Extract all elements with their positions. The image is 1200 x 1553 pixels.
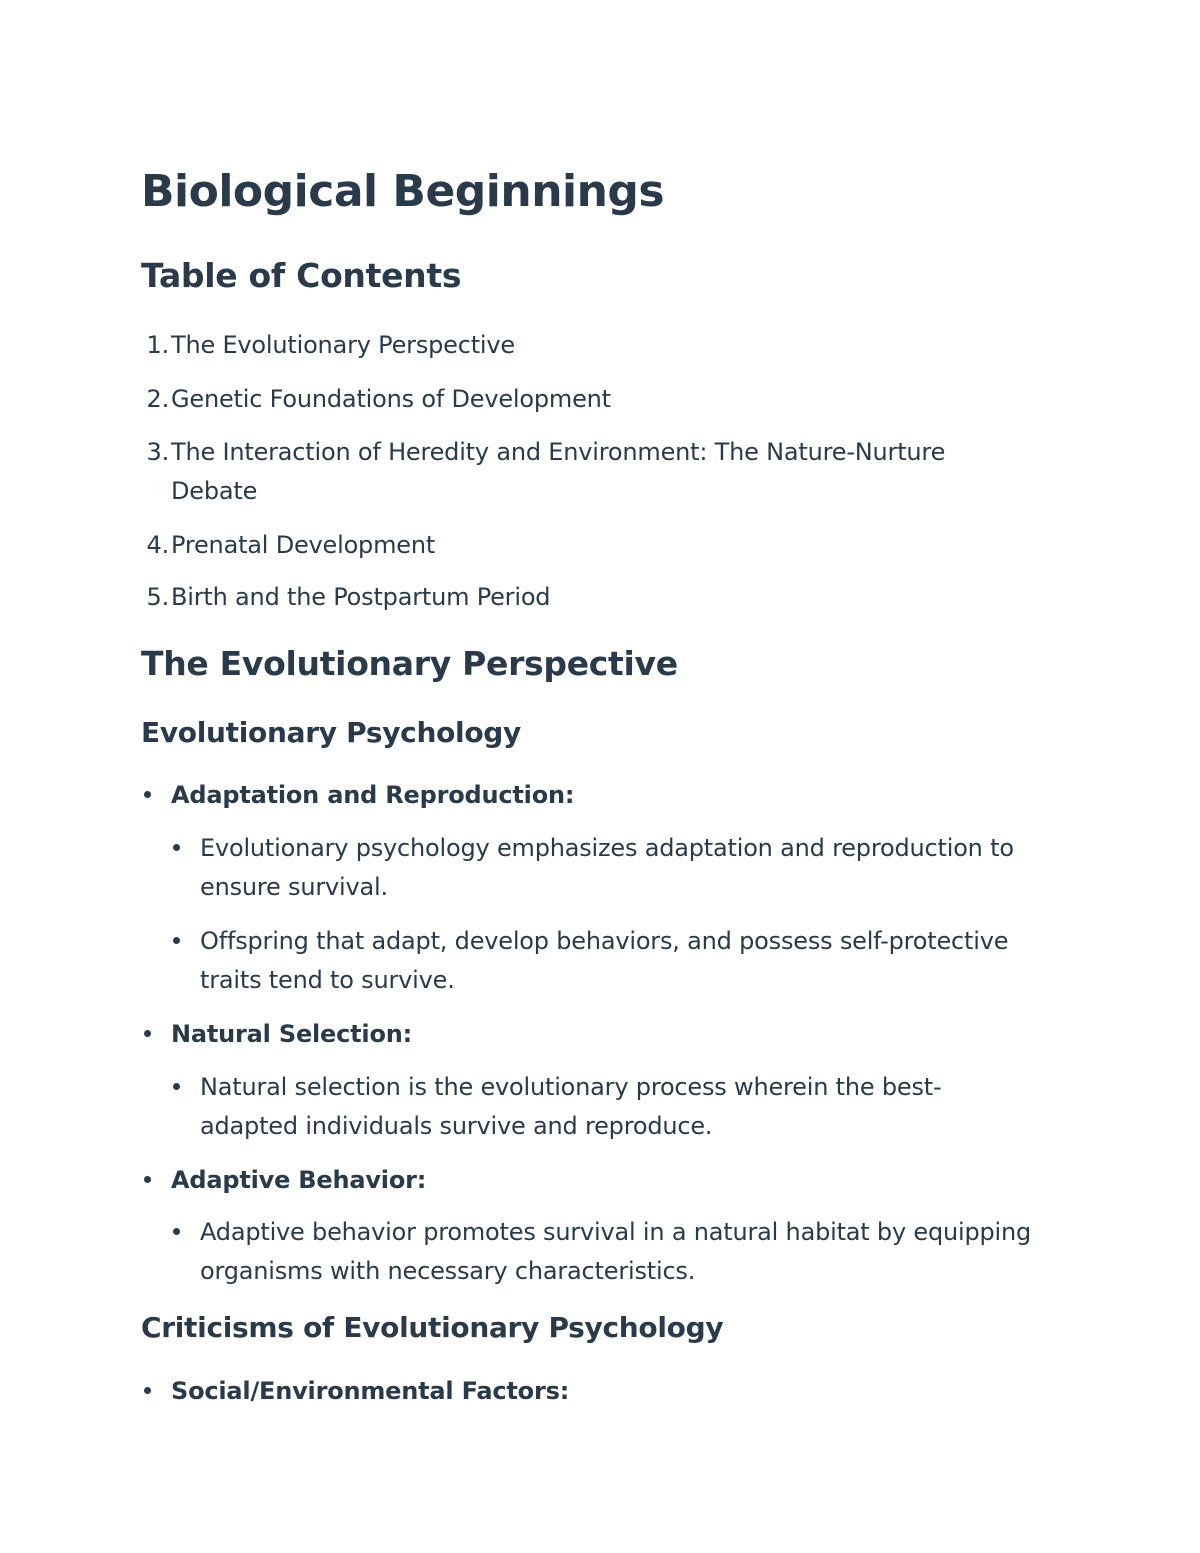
bullet-icon (173, 1083, 180, 1090)
toc-item-number: 1. (146, 331, 169, 359)
bullet-icon (173, 937, 180, 944)
bullet-text: adapted individuals survive and reproduce. (200, 1112, 713, 1140)
toc-item-text: Prenatal Development (171, 531, 436, 559)
toc-item[interactable] (141, 325, 1041, 365)
subsection-heading: Criticisms of Evolutionary Psychology (141, 1311, 724, 1344)
bullet-icon (144, 791, 151, 798)
bullet-text: Offspring that adapt, develop behaviors, and possess self-protective (200, 927, 1009, 955)
toc-item-text: Birth and the Postpartum Period (171, 583, 551, 611)
bullet-text: organisms with necessary characteristics. (200, 1257, 696, 1285)
toc-item-text: Genetic Foundations of Development (171, 385, 611, 413)
toc-item[interactable] (141, 432, 1041, 512)
bullet-text: traits tend to survive. (200, 966, 455, 994)
bullet-icon (144, 1030, 151, 1037)
toc-heading: Table of Contents (141, 256, 462, 295)
toc-item[interactable] (141, 525, 1041, 565)
toc-item-text-line1: The Interaction of Heredity and Environment: The Nature-Nurture (171, 438, 946, 466)
toc-item-number: 5. (146, 583, 169, 611)
section-heading: The Evolutionary Perspective (141, 644, 678, 683)
bullet-icon (173, 1228, 180, 1235)
bullet-text: ensure survival. (200, 873, 388, 901)
bullet-label: Social/Environmental Factors: (171, 1377, 570, 1405)
toc-item[interactable] (141, 577, 1041, 617)
toc-item-text: The Evolutionary Perspective (171, 331, 515, 359)
subsection-heading: Evolutionary Psychology (141, 716, 521, 749)
bullet-label: Adaptation and Reproduction: (171, 781, 575, 809)
bullet-text: Natural selection is the evolutionary process wherein the best- (200, 1073, 942, 1101)
toc-item-text-line2: Debate (171, 477, 258, 505)
toc-item-number: 3. (146, 438, 169, 466)
bullet-icon (173, 844, 180, 851)
document-title: Biological Beginnings (141, 166, 665, 217)
bullet-icon (144, 1387, 151, 1394)
toc-item-number: 2. (146, 385, 169, 413)
bullet-text: Adaptive behavior promotes survival in a natural habitat by equipping (200, 1218, 1032, 1246)
bullet-label: Adaptive Behavior: (171, 1166, 427, 1194)
toc-item[interactable] (141, 379, 1041, 419)
toc-item-number: 4. (146, 531, 169, 559)
bullet-icon (144, 1176, 151, 1183)
bullet-text: Evolutionary psychology emphasizes adaptation and reproduction to (200, 834, 1014, 862)
bullet-label: Natural Selection: (171, 1020, 413, 1048)
